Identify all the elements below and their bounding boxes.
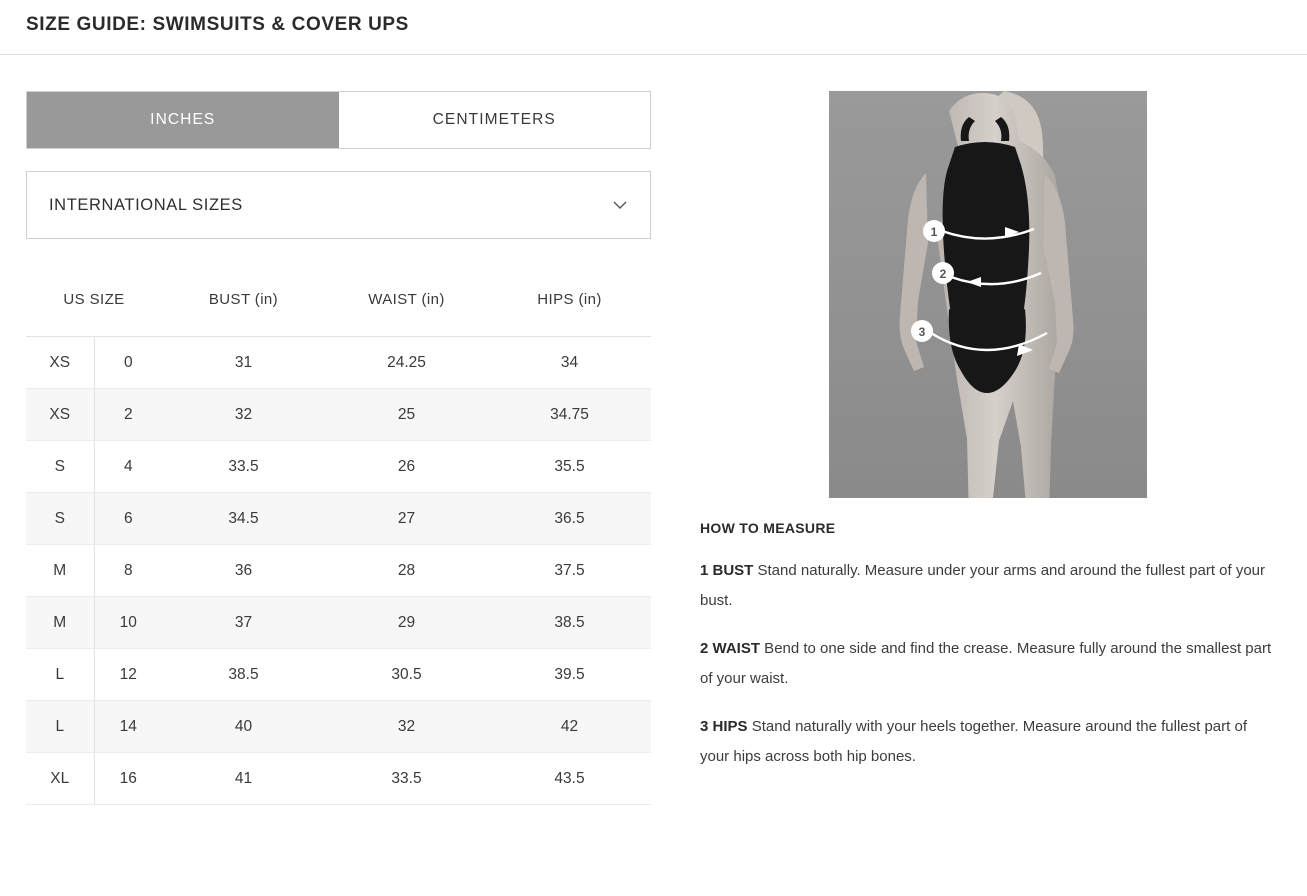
cell-waist: 30.5 [325,649,488,701]
cell-size-number: 2 [94,389,162,441]
cell-hips: 35.5 [488,441,651,493]
cell-hips: 38.5 [488,597,651,649]
cell-size-number: 4 [94,441,162,493]
cell-bust: 40 [162,701,325,753]
measure-text-bust: Stand naturally. Measure under your arms and around the fullest part of your bust. [700,562,1266,609]
measure-label-waist: 2 WAIST [700,640,761,657]
cell-size-number: 14 [94,701,162,753]
table-row [26,389,651,441]
col-header-hips: HIPS (in) [488,267,651,337]
region-size-select-value: INTERNATIONAL SIZES [49,195,243,214]
table-row [26,545,651,597]
table-row [26,649,651,701]
cell-bust: 36 [162,545,325,597]
cell-size-number: 16 [94,753,162,805]
cell-bust: 34.5 [162,493,325,545]
svg-text:1: 1 [930,225,938,239]
cell-waist: 27 [325,493,488,545]
col-header-waist: WAIST (in) [325,267,488,337]
cell-hips: 37.5 [488,545,651,597]
cell-hips: 43.5 [488,753,651,805]
cell-size-number: 12 [94,649,162,701]
table-row [26,753,651,805]
table-row [26,337,651,389]
svg-text:2: 2 [939,267,947,281]
cell-waist: 25 [325,389,488,441]
col-header-bust: BUST (in) [162,267,325,337]
cell-size-number: 0 [94,337,162,389]
page-content [0,55,1307,805]
size-chart-table [26,267,651,805]
cell-hips: 34.75 [488,389,651,441]
table-row [26,701,651,753]
region-size-select[interactable] [26,171,651,239]
cell-waist: 28 [325,545,488,597]
table-body [26,337,651,805]
measure-instruction-hips [700,712,1280,772]
cell-bust: 32 [162,389,325,441]
table-row [26,441,651,493]
cell-bust: 38.5 [162,649,325,701]
cell-size-letter: M [26,545,94,597]
page-header [0,0,1307,54]
cell-size-letter: M [26,597,94,649]
col-header-us-size: US SIZE [26,267,162,337]
table-row [26,597,651,649]
page-title: SIZE GUIDE: SWIMSUITS & COVER UPS [26,14,409,35]
cell-size-letter: L [26,701,94,753]
cell-waist: 32 [325,701,488,753]
cell-hips: 34 [488,337,651,389]
cell-size-number: 10 [94,597,162,649]
cell-bust: 37 [162,597,325,649]
measure-text-hips: Stand naturally with your heels together. Measure around the fullest part of your hips across both hip bones. [700,718,1247,765]
svg-text:3: 3 [918,325,926,339]
tab-centimeters[interactable]: CENTIMETERS [339,92,651,148]
how-to-measure-title: HOW TO MEASURE [700,520,836,536]
measure-text-waist: Bend to one side and find the crease. Measure fully around the smallest part of your waist. [700,640,1272,687]
measure-label-bust: 1 BUST [700,562,754,579]
cell-size-number: 6 [94,493,162,545]
cell-hips: 42 [488,701,651,753]
table-row [26,493,651,545]
measure-label-hips: 3 HIPS [700,718,748,735]
cell-size-letter: XS [26,337,94,389]
cell-bust: 41 [162,753,325,805]
table-header [26,267,651,337]
cell-bust: 33.5 [162,441,325,493]
cell-size-letter: XS [26,389,94,441]
right-column [700,55,1307,790]
measure-instruction-bust [700,556,1280,616]
chevron-down-icon [612,197,628,213]
cell-waist: 26 [325,441,488,493]
measurement-figure-image [829,91,1147,498]
cell-size-letter: L [26,649,94,701]
cell-waist: 33.5 [325,753,488,805]
tab-inches[interactable]: INCHES [27,92,339,148]
cell-size-number: 8 [94,545,162,597]
cell-size-letter: XL [26,753,94,805]
cell-waist: 24.25 [325,337,488,389]
cell-waist: 29 [325,597,488,649]
cell-hips: 39.5 [488,649,651,701]
unit-tabs [26,91,651,149]
cell-size-letter: S [26,441,94,493]
measure-instruction-waist [700,634,1280,694]
how-to-measure-section [700,520,1280,772]
table-header-row [26,267,651,337]
cell-bust: 31 [162,337,325,389]
cell-hips: 36.5 [488,493,651,545]
cell-size-letter: S [26,493,94,545]
left-column [0,55,700,805]
